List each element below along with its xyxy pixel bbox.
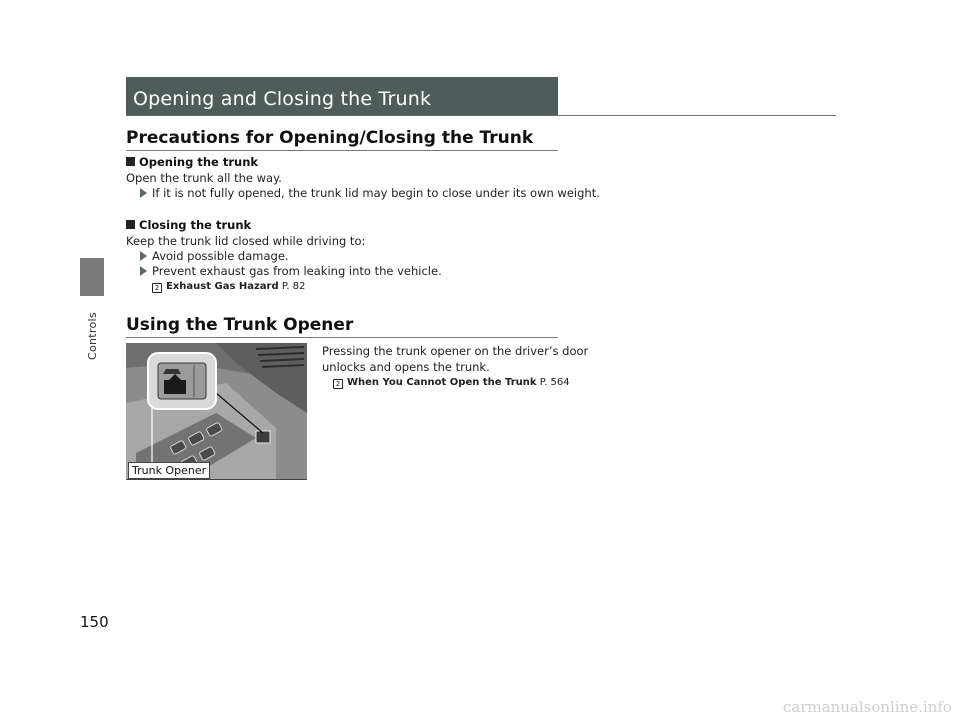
door-panel-illustration [126, 343, 307, 480]
arrow-right-icon [140, 188, 147, 198]
arrow-right-icon [140, 251, 147, 261]
arrow-right-icon [140, 266, 147, 276]
section-tab-marker [80, 258, 104, 296]
trunk-opener-text-line1: Pressing the trunk opener on the driver’s door [322, 344, 589, 358]
exhaust-gas-reference[interactable]: 2 Exhaust Gas Hazard P. 82 [152, 281, 305, 292]
closing-trunk-heading: Closing the trunk [126, 218, 251, 232]
trunk-opener-heading: Using the Trunk Opener [126, 315, 354, 335]
section-label: Controls [86, 312, 99, 360]
opening-trunk-text: Open the trunk all the way. [126, 171, 282, 185]
cannot-open-trunk-reference[interactable]: 2 When You Cannot Open the Trunk P. 564 [333, 377, 570, 388]
opening-trunk-heading: Opening the trunk [126, 155, 258, 169]
trunk-opener-photo [126, 343, 307, 480]
trunk-opener-rule [126, 337, 558, 338]
closing-bullet-2: Prevent exhaust gas from leaking into the vehicle. [140, 264, 442, 278]
trunk-opener-callout: Trunk Opener [128, 462, 210, 479]
reference-icon: 2 [333, 379, 343, 389]
square-icon [126, 157, 135, 166]
reference-icon: 2 [152, 283, 162, 293]
watermark: carmanualsonline.info [782, 698, 952, 716]
page-title: Opening and Closing the Trunk [133, 88, 432, 110]
precautions-heading: Precautions for Opening/Closing the Trunk [126, 128, 534, 148]
closing-trunk-text: Keep the trunk lid closed while driving to: [126, 234, 366, 248]
square-icon [126, 220, 135, 229]
page-number: 150 [80, 613, 109, 631]
opening-bullet-1: If it is not fully opened, the trunk lid may begin to close under its own weight. [140, 186, 600, 200]
closing-bullet-1: Avoid possible damage. [140, 249, 289, 263]
photo-baseline [126, 479, 307, 480]
title-rule [126, 115, 836, 116]
trunk-opener-text-line2: unlocks and opens the trunk. [322, 360, 490, 374]
precautions-rule [126, 150, 558, 151]
